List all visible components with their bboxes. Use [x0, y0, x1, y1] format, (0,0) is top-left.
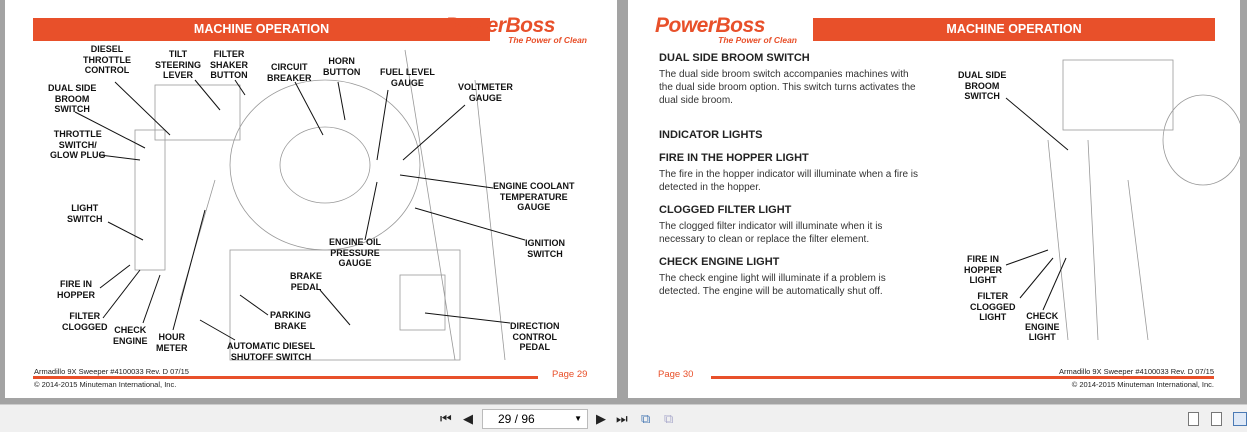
label-voltmeter-gauge: VOLTMETER GAUGE [458, 82, 513, 103]
label-ignition-switch: IGNITION SWITCH [525, 238, 565, 259]
heading-fire-hopper: FIRE IN THE HOPPER LIGHT [659, 152, 809, 164]
single-page-view-icon[interactable] [1188, 412, 1199, 426]
heading-dual-side-broom: DUAL SIDE BROOM SWITCH [659, 52, 810, 64]
label-parking-brake: PARKING BRAKE [270, 310, 311, 331]
label-dual-side-broom-switch: DUAL SIDE BROOM SWITCH [48, 83, 97, 114]
page-30 [628, 0, 1240, 398]
text-check-engine: The check engine light will illuminate if a problem is detected. The engine will be automatically shut off. [659, 273, 886, 297]
text-fire-hopper: The fire in the hopper indicator will illuminate when a fire is detected in the hopper. [659, 169, 919, 193]
powerboss-logo: PowerBoss The Power of Clean [445, 14, 587, 45]
continuous-view-icon[interactable] [1211, 412, 1222, 426]
heading-indicator-lights: INDICATOR LIGHTS [659, 129, 763, 141]
pdf-toolbar [0, 404, 1247, 432]
page-select[interactable]: 29 / 96 ▼ [482, 409, 588, 429]
page-number: Page 29 [552, 369, 588, 380]
footer-rule [711, 376, 1214, 379]
label-hour-meter: HOUR METER [156, 332, 188, 353]
copyright: © 2014-2015 Minuteman International, Inc. [1071, 380, 1214, 389]
label-automatic-diesel-shutoff: AUTOMATIC DIESEL SHUTOFF SWITCH [227, 341, 316, 362]
label-horn-button: HORN BUTTON [323, 56, 361, 77]
text-clogged-filter: The clogged filter indicator will illuminate when it is necessary to clean or replace the filter element. [659, 221, 883, 245]
label-dual-side-broom-switch: DUAL SIDE BROOM SWITCH [958, 70, 1007, 101]
label-fuel-level-gauge: FUEL LEVEL GAUGE [380, 67, 435, 88]
page-number: Page 30 [658, 369, 694, 380]
extract-page-icon[interactable]: ⧉ [641, 411, 651, 426]
label-filter-clogged: FILTER CLOGGED [62, 311, 108, 332]
document-info: Armadillo 9X Sweeper #4100033 Rev. D 07/15 [34, 367, 189, 376]
previous-page-button[interactable]: ◀ [463, 411, 473, 426]
label-circuit-breaker: CIRCUIT BREAKER [267, 62, 312, 83]
page-29 [5, 0, 617, 398]
label-filter-shaker-button: FILTER SHAKER BUTTON [210, 49, 249, 80]
label-check-engine-light: CHECK ENGINE LIGHT [1025, 311, 1060, 342]
insert-page-icon[interactable]: ⧉ [664, 411, 674, 426]
label-brake-pedal: BRAKE PEDAL [290, 271, 323, 292]
two-page-view-icon[interactable] [1233, 412, 1247, 426]
last-page-button[interactable]: ⏭ [616, 411, 628, 426]
text-dual-side-broom: The dual side broom switch accompanies machines with the dual side broom option. This switch turns activates the dual side broom. [659, 69, 916, 106]
section-header: MACHINE OPERATION [813, 18, 1215, 41]
chevron-down-icon: ▼ [574, 414, 582, 423]
label-engine-coolant-gauge: ENGINE COOLANT TEMPERATURE GAUGE [493, 181, 575, 212]
label-check-engine: CHECK ENGINE [113, 325, 148, 346]
label-direction-control-pedal: DIRECTION CONTROL PEDAL [510, 321, 560, 352]
label-filter-clogged-light: FILTER CLOGGED LIGHT [970, 291, 1016, 322]
next-page-button[interactable]: ▶ [596, 411, 606, 426]
section-header: MACHINE OPERATION [33, 18, 490, 41]
dashboard-closeup-illustration [628, 0, 1240, 398]
footer-rule [33, 376, 538, 379]
copyright: © 2014-2015 Minuteman International, Inc. [34, 380, 177, 389]
heading-check-engine: CHECK ENGINE LIGHT [659, 256, 780, 268]
label-diesel-throttle-control: DIESEL THROTTLE CONTROL [83, 44, 131, 75]
label-fire-in-hopper: FIRE IN HOPPER [57, 279, 96, 300]
heading-clogged-filter: CLOGGED FILTER LIGHT [659, 204, 792, 216]
document-info: Armadillo 9X Sweeper #4100033 Rev. D 07/15 [1059, 367, 1214, 376]
label-tilt-steering-lever: TILT STEERING LEVER [155, 49, 202, 80]
label-engine-oil-gauge: ENGINE OIL PRESSURE GAUGE [329, 237, 382, 268]
label-fire-hopper-light: FIRE IN HOPPER LIGHT [964, 254, 1003, 285]
label-light-switch: LIGHT SWITCH [67, 203, 103, 224]
label-throttle-switch: THROTTLE SWITCH/ GLOW PLUG [50, 129, 106, 160]
first-page-button[interactable]: ⏮ [440, 411, 452, 426]
powerboss-logo: PowerBoss The Power of Clean [655, 14, 797, 45]
